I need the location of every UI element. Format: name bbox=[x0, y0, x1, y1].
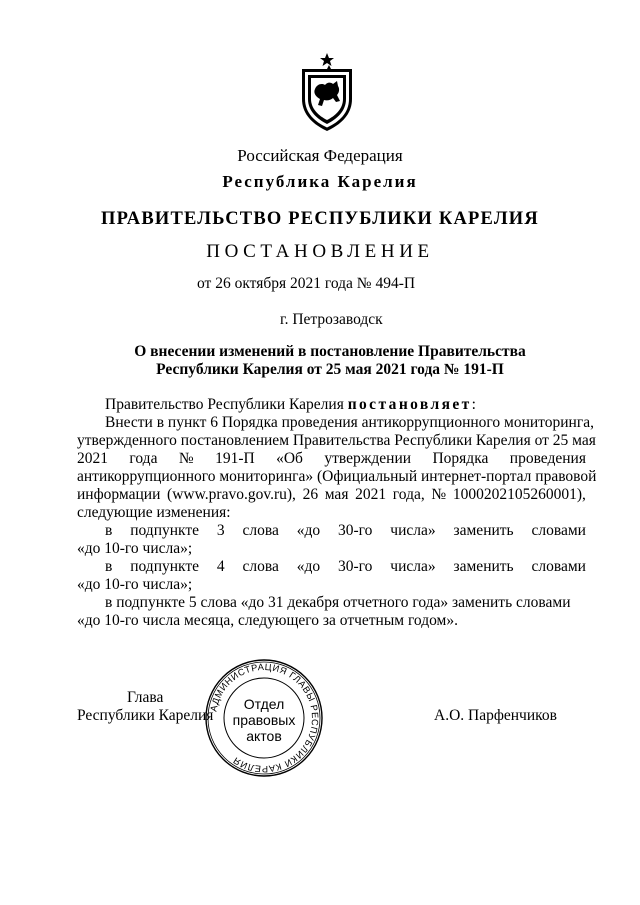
body-line: «до 10-го числа»; bbox=[77, 540, 193, 557]
body-line: «до 10-го числа»; bbox=[77, 576, 193, 593]
intro-spaced-word: постановляет bbox=[347, 396, 472, 413]
government-heading: ПРАВИТЕЛЬСТВО РЕСПУБЛИКИ КАРЕЛИЯ bbox=[101, 209, 539, 229]
document-city: г. Петрозаводск bbox=[280, 311, 383, 328]
svg-text:Отдел: Отдел bbox=[243, 696, 285, 712]
body-line: Внести в пункт 6 Порядка проведения антикоррупционного мониторинга, bbox=[105, 414, 594, 431]
svg-text:актов: актов bbox=[246, 728, 282, 744]
body-line: утвержденного постановлением Правительства Республики Карелия от 25 мая bbox=[77, 432, 596, 449]
body-line-justified: 2021 года № 191-П «Об утверждении Порядка проведения bbox=[77, 450, 586, 467]
body-line: «до 10-го числа месяца, следующего за отчетным годом». bbox=[77, 612, 458, 629]
karelia-coat-of-arms-icon bbox=[298, 53, 356, 131]
body-line-justified: информации (www.pravo.gov.ru), 26 мая 2021 года, № 1000202105260001), bbox=[77, 486, 586, 503]
signatory-name: А.О. Парфенчиков bbox=[434, 707, 557, 724]
document-title-line: Республики Карелия от 25 мая 2021 года № 191-П bbox=[156, 361, 504, 378]
svg-text:АДМИНИСТРАЦИЯ ГЛАВЫ РЕСПУБЛИКИ: АДМИНИСТРАЦИЯ ГЛАВЫ РЕСПУБЛИКИ КАРЕЛИЯ bbox=[208, 661, 321, 775]
legal-department-stamp bbox=[203, 657, 325, 779]
document-date-number: от 26 октября 2021 года № 494-П bbox=[197, 275, 416, 292]
republic-name: Республика Карелия bbox=[222, 172, 418, 191]
body-line-justified: в подпункте 4 слова «до 30-го числа» заменить словами bbox=[105, 558, 586, 575]
body-line: в подпункте 5 слова «до 31 декабря отчетного года» заменить словами bbox=[105, 594, 571, 611]
body-line-justified: в подпункте 3 слова «до 30-го числа» заменить словами bbox=[105, 522, 586, 539]
country-name: Российская Федерация bbox=[237, 146, 403, 165]
intro-colon: : bbox=[471, 396, 476, 413]
body-intro-line bbox=[77, 396, 586, 414]
intro-text: Правительство Республики Карелия bbox=[105, 396, 344, 413]
document-type: ПОСТАНОВЛЕНИЕ bbox=[206, 241, 434, 262]
body-line: следующие изменения: bbox=[77, 504, 231, 521]
signatory-title: Республики Карелия bbox=[77, 707, 214, 724]
signatory-title: Глава bbox=[127, 689, 164, 706]
document-title-line: О внесении изменений в постановление Правительства bbox=[134, 343, 526, 360]
svg-text:правовых: правовых bbox=[232, 712, 296, 728]
body-line: антикоррупционного мониторинга» (Официальный интернет-портал правовой bbox=[77, 468, 597, 485]
